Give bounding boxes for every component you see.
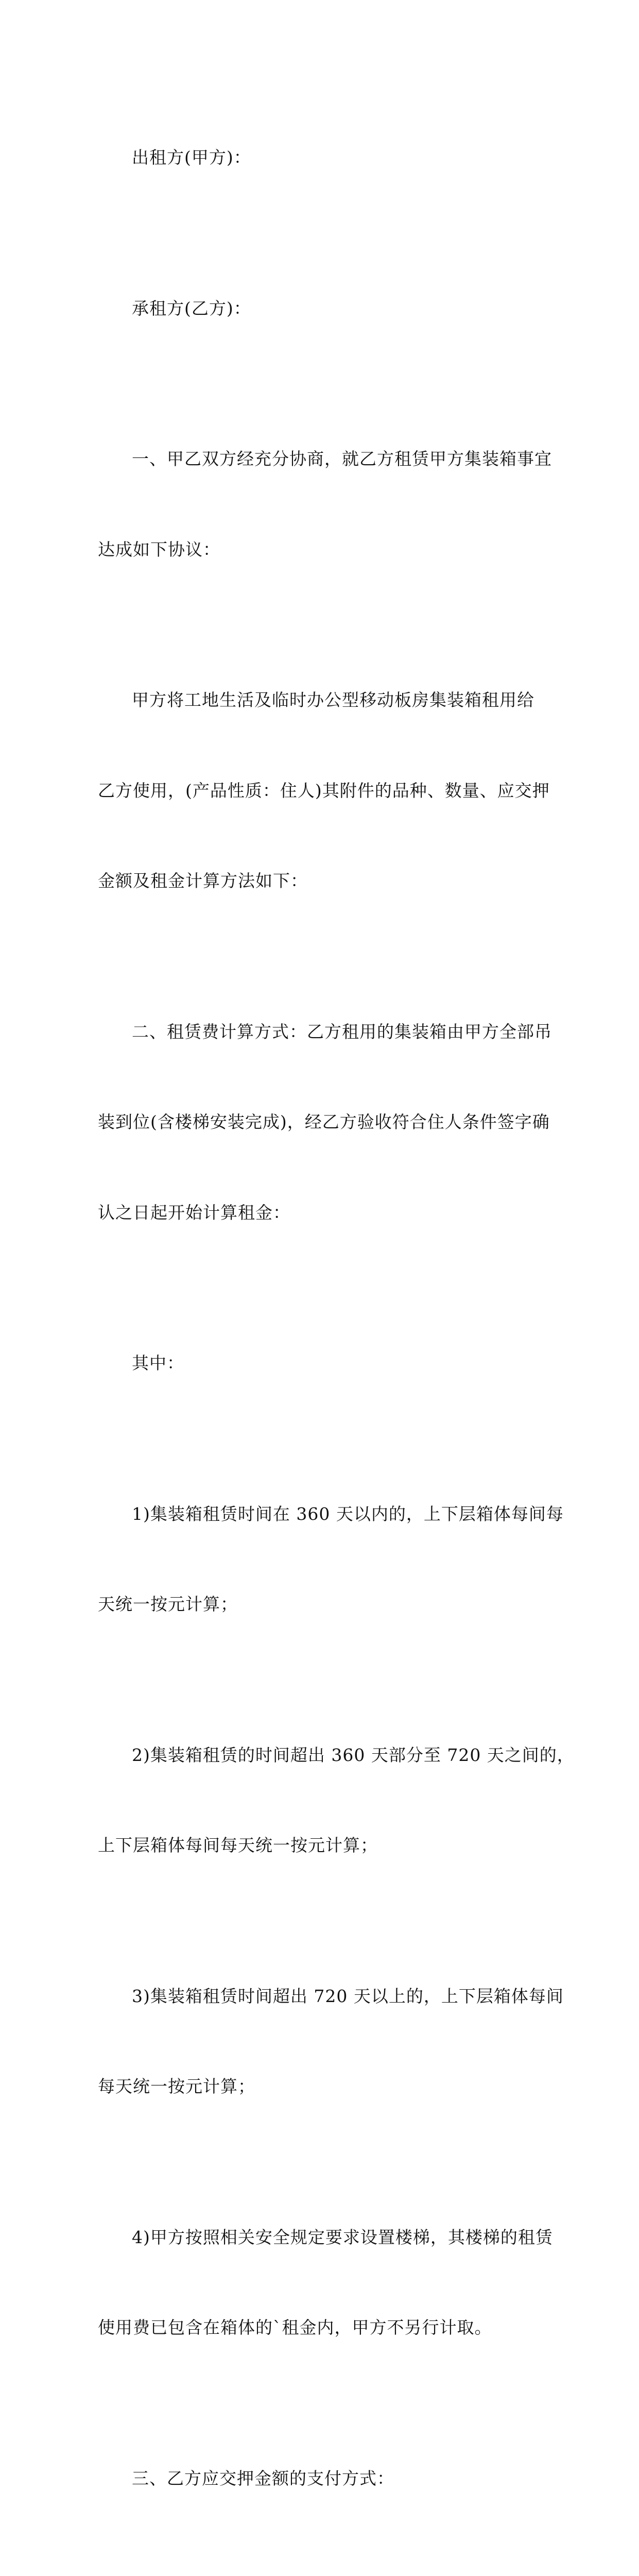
text-line: 装到位(含楼梯安装完成)，经乙方验收符合住人条件签字确 [98, 1112, 550, 1132]
text-line: 4)甲方按照相关安全规定要求设置楼梯，其楼梯的租赁 [132, 2227, 553, 2247]
clause-2-item-3 [98, 1921, 564, 2162]
among-which [98, 1288, 541, 1439]
text-line: 2)集装箱租赁的时间超出 360 天部分至 720 天之间的， [132, 1744, 575, 1765]
lessor-line [98, 82, 541, 233]
text-line: 出租方(甲方)： [132, 147, 251, 167]
text-line: 上下层箱体每间每天统一按元计算； [98, 1835, 378, 1855]
text-line: 甲方将工地生活及临时办公型移动板房集装箱租用给 [132, 690, 534, 710]
clause-1-body [98, 625, 550, 957]
clause-2-item-4 [98, 2162, 553, 2403]
text-line: 乙方使用，(产品性质：住人)其附件的品种、数量、应交押 [98, 780, 550, 801]
text-line: 认之日起开始计算租金： [98, 1202, 290, 1223]
text-line: 达成如下协议： [98, 539, 220, 560]
clause-2-item-2 [98, 1680, 575, 1921]
text-line: 金额及租金计算方法如下： [98, 871, 308, 891]
text-line: 每天统一按元计算； [98, 2076, 255, 2096]
clause-3-heading [98, 2403, 541, 2554]
clause-2-item-1 [98, 1439, 564, 1680]
text-line: 1)集装箱租赁时间在 360 天以内的，上下层箱体每间每 [132, 1503, 564, 1524]
text-line: 天统一按元计算； [98, 1594, 238, 1614]
clause-3-item-1 [98, 2554, 541, 2576]
text-line: 使用费已包含在箱体的`租金内，甲方不另行计取。 [98, 2317, 492, 2337]
document-body [98, 82, 575, 2576]
text-line: 3)集装箱租赁时间超出 720 天以上的，上下层箱体每间 [132, 1986, 564, 2006]
text-line: 承租方(乙方)： [132, 298, 251, 318]
clause-2-heading [98, 957, 552, 1289]
clause-1-heading [98, 384, 552, 625]
lessee-line [98, 233, 541, 384]
text-line: 一、甲乙双方经充分协商，就乙方租赁甲方集装箱事宜 [132, 449, 552, 469]
text-line: 其中： [132, 1353, 184, 1373]
text-line: 二、租赁费计算方式：乙方租用的集装箱由甲方全部吊 [132, 1021, 552, 1042]
text-line: 三、乙方应交押金额的支付方式： [132, 2468, 394, 2488]
